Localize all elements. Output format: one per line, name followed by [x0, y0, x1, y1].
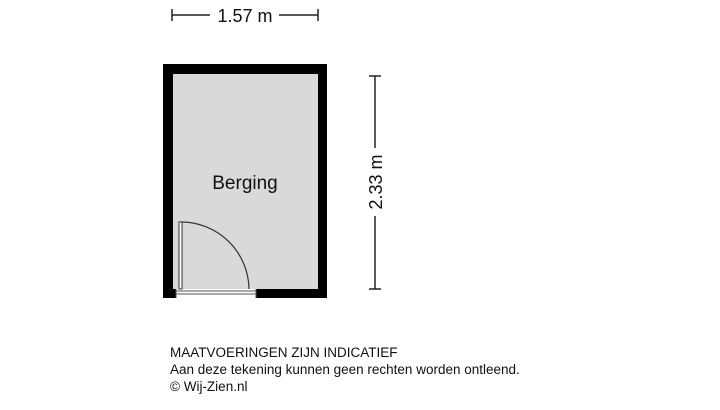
room-label: Berging [212, 173, 278, 194]
disclaimer-notice: Aan deze tekening kunnen geen rechten worden ontleend. [170, 362, 520, 377]
width-dimension [172, 6, 318, 26]
disclaimer-block [170, 344, 710, 395]
door-leaf [179, 222, 182, 289]
depth-dimension-label: 2.33 m [366, 154, 386, 210]
disclaimer-heading: MAATVOERINGEN ZIJN INDICATIEF [170, 345, 398, 360]
width-dimension-label: 1.57 m [217, 6, 273, 26]
room-berging [163, 64, 327, 298]
depth-dimension [366, 76, 386, 289]
copyright-text: © Wij-Zien.nl [170, 379, 248, 394]
